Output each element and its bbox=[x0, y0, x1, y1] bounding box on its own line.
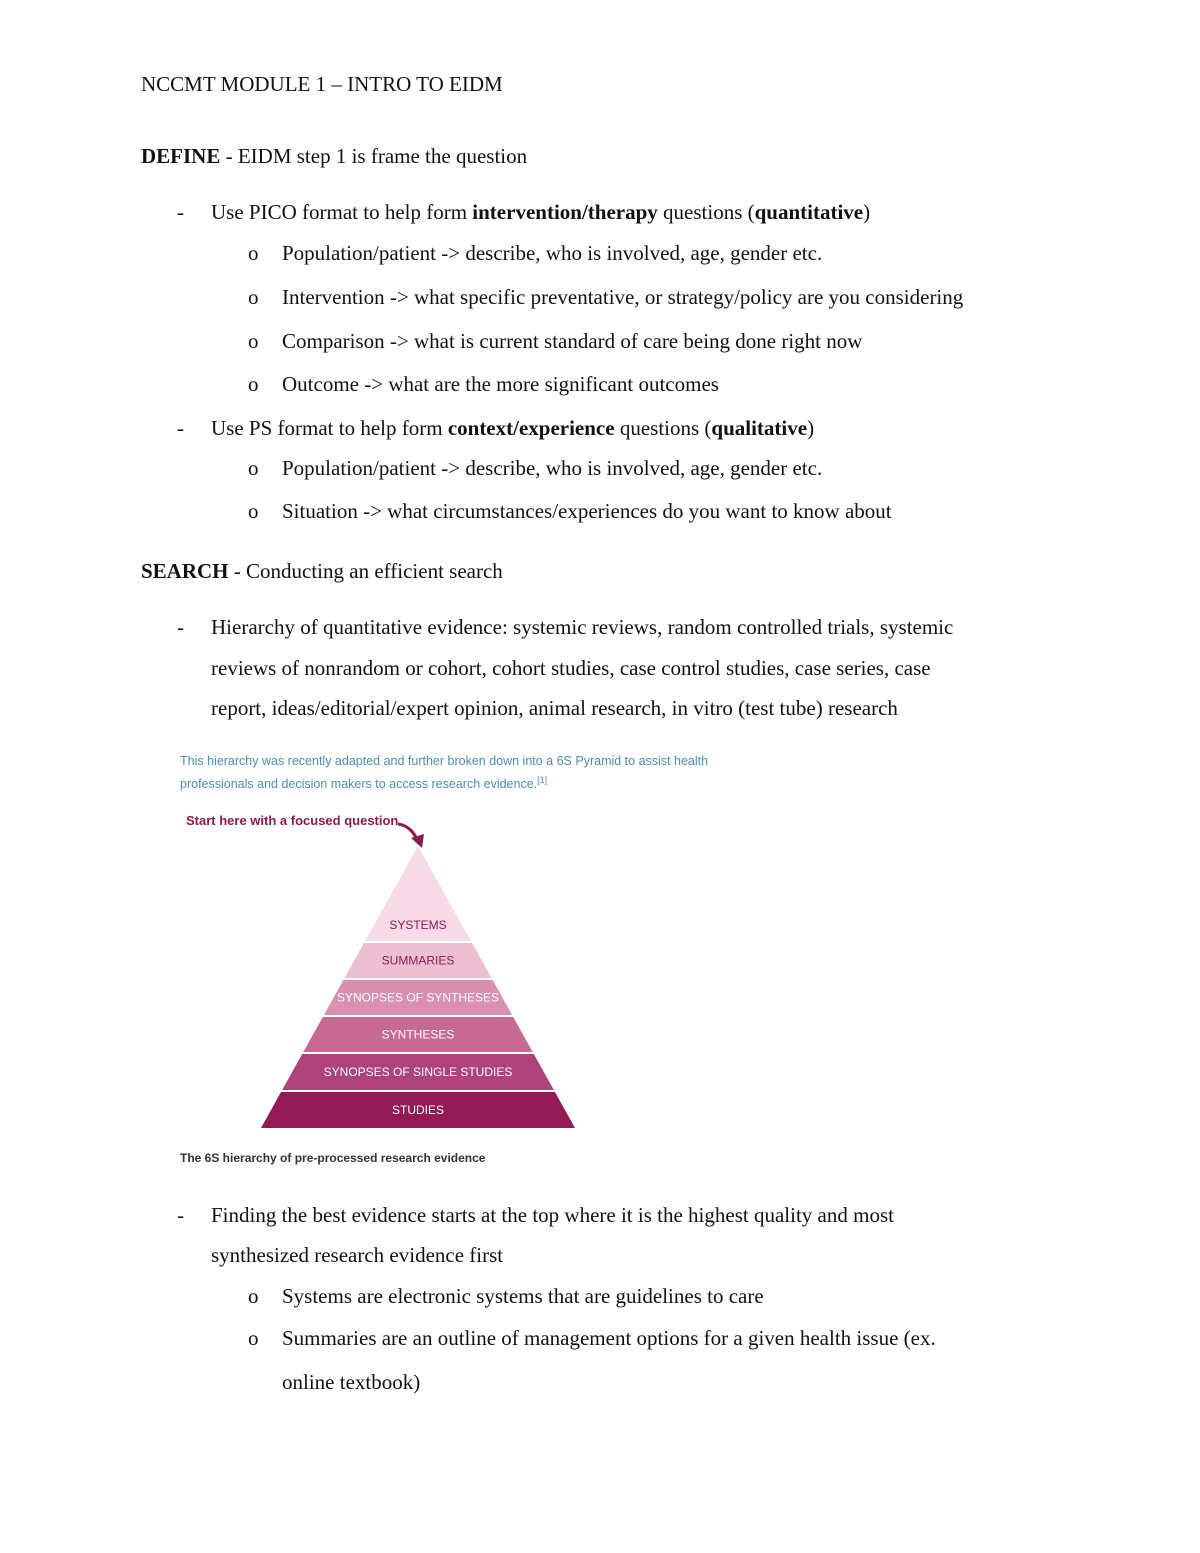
pyramid-layer-label: SYNTHESES bbox=[381, 1027, 455, 1042]
sub-item: Systems are electronic systems that are guidelines to care bbox=[282, 1284, 764, 1308]
dash-bullet: - bbox=[177, 1203, 184, 1227]
pico-mid: questions ( bbox=[657, 200, 755, 224]
hierarchy-line: Hierarchy of quantitative evidence: systemic reviews, random controlled trials, systemic bbox=[211, 615, 954, 639]
dash-bullet: - bbox=[177, 615, 184, 639]
pico-bold-quantitative: quantitative bbox=[754, 200, 864, 224]
arrow-head-icon bbox=[411, 834, 424, 848]
figure-caption: The 6S hierarchy of pre-processed research evidence bbox=[180, 1151, 486, 1165]
circle-bullet: o bbox=[248, 329, 259, 353]
define-heading-text: - EIDM step 1 is frame the question bbox=[220, 144, 528, 168]
circle-bullet: o bbox=[248, 499, 259, 523]
circle-bullet: o bbox=[248, 285, 259, 309]
pyramid-layer-label: SYNOPSES OF SINGLE STUDIES bbox=[323, 1065, 513, 1079]
hierarchy-line: report, ideas/editorial/expert opinion, animal research, in vitro (test tube) research bbox=[211, 696, 898, 720]
dash-bullet: - bbox=[177, 416, 184, 440]
search-heading-bold: SEARCH bbox=[141, 559, 229, 583]
pico-item: Intervention -> what specific preventative, or strategy/policy are you considering bbox=[282, 285, 964, 309]
circle-bullet: o bbox=[248, 372, 259, 396]
finding-line: synthesized research evidence first bbox=[211, 1243, 504, 1267]
pico-item: Comparison -> what is current standard of care being done right now bbox=[282, 329, 863, 353]
pico-post: ) bbox=[863, 200, 871, 224]
dash-bullet: - bbox=[177, 200, 184, 224]
pico-bold-intervention: intervention/therapy bbox=[472, 200, 658, 224]
figure-intro-text: professionals and decision makers to access research evidence. bbox=[180, 777, 538, 792]
ps-pre: Use PS format to help form bbox=[211, 416, 448, 440]
ps-item: Population/patient -> describe, who is involved, age, gender etc. bbox=[282, 456, 823, 480]
ps-bold-context: context/experience bbox=[447, 416, 615, 440]
define-heading-bold: DEFINE bbox=[141, 144, 221, 168]
pico-item: Outcome -> what are the more significant outcomes bbox=[282, 372, 719, 396]
document-title: NCCMT MODULE 1 – INTRO TO EIDM bbox=[141, 72, 503, 96]
ps-item: Situation -> what circumstances/experiences do you want to know about bbox=[282, 499, 892, 523]
pyramid-layer-label: SYSTEMS bbox=[389, 918, 447, 932]
circle-bullet: o bbox=[248, 1284, 259, 1308]
pico-pre: Use PICO format to help form bbox=[211, 200, 473, 224]
sub-item-continued: online textbook) bbox=[282, 1370, 421, 1394]
finding-line: Finding the best evidence starts at the top where it is the highest quality and most bbox=[211, 1203, 894, 1227]
pyramid-layer-label: SUMMARIES bbox=[381, 953, 455, 968]
circle-bullet: o bbox=[248, 241, 259, 265]
circle-bullet: o bbox=[248, 456, 259, 480]
circle-bullet: o bbox=[248, 1326, 259, 1350]
pyramid-layer-label: STUDIES bbox=[391, 1103, 445, 1117]
hierarchy-line: reviews of nonrandom or cohort, cohort studies, case control studies, case series, case bbox=[211, 656, 931, 680]
sub-item: Summaries are an outline of management options for a given health issue (ex. bbox=[282, 1326, 936, 1350]
start-label: Start here with a focused question bbox=[186, 813, 399, 828]
ps-bold-qualitative: qualitative bbox=[711, 416, 808, 440]
ps-post: ) bbox=[807, 416, 815, 440]
figure-intro-line: This hierarchy was recently adapted and further broken down into a 6S Pyramid to assist health bbox=[180, 754, 709, 768]
ps-mid: questions ( bbox=[614, 416, 712, 440]
search-heading-text: - Conducting an efficient search bbox=[228, 559, 503, 583]
pyramid-layer-label: SYNOPSES OF SYNTHESES bbox=[336, 990, 500, 1005]
figure-ref[interactable]: [1] bbox=[537, 775, 548, 785]
pico-item: Population/patient -> describe, who is involved, age, gender etc. bbox=[282, 241, 823, 265]
